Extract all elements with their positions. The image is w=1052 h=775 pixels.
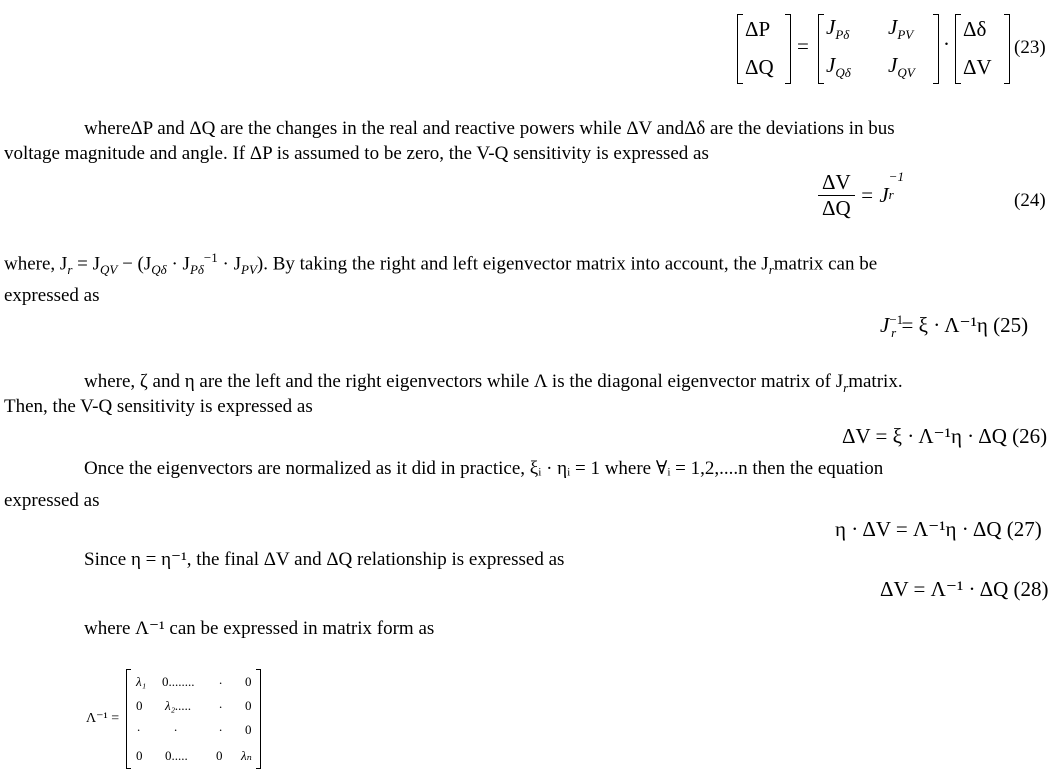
jac-bracket-right	[933, 14, 939, 84]
m-3-2: 0	[216, 748, 223, 763]
para4-line1: Once the eigenvectors are normalized as it did in practice, ξᵢ · ηᵢ = 1 where ∀ᵢ = 1,2,....n then the equation	[84, 458, 884, 479]
equation-27: η · ΔV = Λ⁻¹η · ΔQ (27)	[835, 517, 1042, 541]
jac-11-sub: Pδ	[835, 27, 850, 43]
eq24-number: (24)	[1014, 190, 1046, 211]
lhs-bracket-left	[737, 14, 743, 84]
equation-28: ΔV = Λ⁻¹ · ΔQ (28)	[880, 577, 1049, 601]
eq23-rhs-dv: ΔV	[963, 55, 992, 79]
p2-m: r	[768, 262, 774, 278]
p2-l: ). By taking the right and left eigenvector matrix into account, the J	[256, 253, 769, 275]
m-2-2: .	[219, 719, 223, 734]
p2-d: QV	[99, 262, 118, 278]
para1-line1: whereΔP and ΔQ are the changes in the real and reactive powers while ΔV andΔδ are the deviations in bus	[84, 118, 895, 139]
eq24-rhs-main: = J	[859, 183, 889, 207]
jac-11-j: J	[826, 15, 836, 39]
para6: where Λ⁻¹ can be expressed in matrix form as	[84, 618, 435, 639]
p2-h: Pδ	[189, 262, 204, 278]
para4-line2: expressed as	[4, 490, 100, 511]
jac-12	[888, 15, 913, 43]
jac-22-j: J	[888, 53, 898, 77]
rhs-bracket-left	[955, 14, 961, 84]
p2-f: Qδ	[151, 262, 167, 278]
para2-line2: expressed as	[4, 285, 100, 306]
eq24-den: ΔQ	[818, 195, 855, 221]
p3-sub: r	[843, 379, 849, 395]
para3-line2: Then, the V-Q sensitivity is expressed as	[4, 396, 313, 417]
matrix-bracket-left	[126, 669, 131, 769]
jac-11	[826, 15, 849, 43]
equation-25	[880, 312, 1028, 341]
p2-a: where, J	[4, 253, 68, 275]
eq25-sup: −1	[889, 312, 904, 327]
jac-12-sub: PV	[897, 27, 914, 43]
para5: Since η = η⁻¹, the final ΔV and ΔQ relationship is expressed as	[84, 549, 565, 570]
para1-line2: voltage magnitude and angle. If ΔP is assumed to be zero, the V-Q sensitivity is expressed as	[4, 143, 709, 164]
para2-line1	[4, 250, 877, 278]
p3-end: matrix.	[848, 371, 903, 392]
m-2-1: .	[174, 719, 178, 734]
p2-c: = J	[72, 253, 100, 275]
m-2-0: .	[137, 719, 141, 734]
eq23-lhs-dp: ΔP	[745, 17, 771, 41]
eq24-rhs	[859, 169, 904, 207]
eq23-number: (23)	[1014, 37, 1046, 58]
m-1-1: λ₂.....	[165, 698, 192, 713]
m-3-3: λₙ	[241, 748, 252, 763]
jac-21	[826, 53, 851, 81]
p2-e: − (J	[117, 253, 152, 275]
matrix-label: Λ⁻¹ =	[86, 711, 120, 726]
m-3-1: 0.....	[165, 748, 188, 763]
m-0-3: 0	[245, 674, 252, 689]
p2-n: matrix can be	[773, 253, 878, 275]
jac-21-sub: Qδ	[835, 65, 851, 81]
eq23-equals: =	[797, 34, 809, 58]
eq24-num: ΔV	[822, 170, 851, 194]
eq24-sub: r	[888, 187, 894, 202]
m-2-3: 0	[245, 722, 252, 737]
p3-main: where, ζ and η are the left and the right eigenvectors while Λ is the diagonal eigenvector matrix of J	[84, 371, 844, 392]
p2-b: r	[67, 262, 73, 278]
p2-i: −1	[203, 250, 218, 265]
m-3-0: 0	[136, 748, 143, 763]
jac-22	[888, 53, 915, 81]
lhs-bracket-right	[785, 14, 791, 84]
m-1-2: .	[219, 696, 223, 711]
jac-12-j: J	[888, 15, 898, 39]
equation-26: ΔV = ξ · Λ⁻¹η · ΔQ (26)	[842, 424, 1048, 448]
eq25-sub: r	[891, 325, 897, 341]
p2-j: · J	[217, 253, 241, 275]
m-0-0: λ₁	[136, 674, 147, 689]
jac-22-sub: QV	[897, 65, 915, 81]
p2-g: · J	[166, 253, 190, 275]
eq23-dot: ·	[943, 32, 950, 56]
para3-line1	[84, 371, 903, 396]
eq24-sup: −1	[888, 169, 904, 184]
jac-bracket-left	[818, 14, 824, 84]
eq25-pre: J	[880, 313, 890, 337]
m-0-1: 0........	[162, 674, 195, 689]
m-1-0: 0	[136, 698, 143, 713]
matrix-bracket-right	[256, 669, 261, 769]
eq25-rest: = ξ · Λ⁻¹η (25)	[901, 313, 1029, 337]
m-0-2: .	[219, 672, 223, 687]
eq23-rhs-dd: Δδ	[963, 17, 987, 41]
eq24-fraction	[818, 170, 855, 221]
jac-21-j: J	[826, 53, 836, 77]
p2-k: PV	[241, 262, 257, 278]
eq23-lhs-dq: ΔQ	[745, 55, 774, 79]
m-1-3: 0	[245, 698, 252, 713]
equation-24	[818, 169, 904, 221]
rhs-bracket-right	[1004, 14, 1010, 84]
